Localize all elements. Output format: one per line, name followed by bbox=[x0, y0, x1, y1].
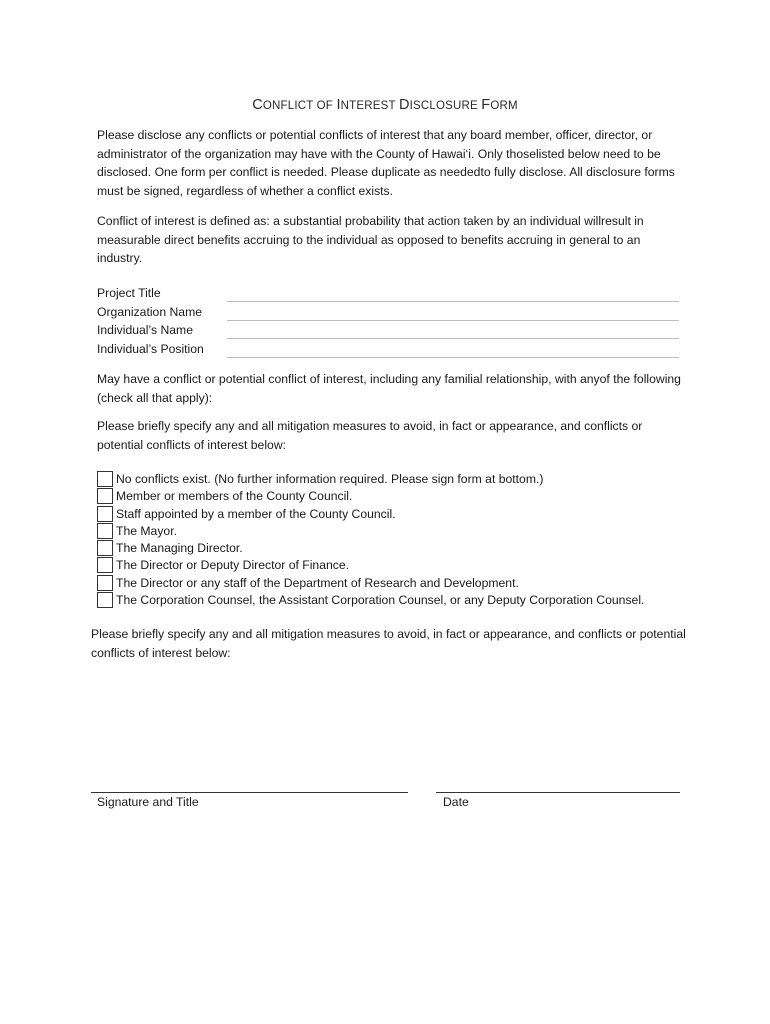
checklist-item bbox=[97, 592, 697, 609]
checkbox-finance-director[interactable] bbox=[97, 557, 113, 573]
checkbox-council-staff[interactable] bbox=[97, 506, 113, 522]
field-label: Individual’s Name bbox=[97, 323, 193, 337]
checkbox-label: The Director or any staff of the Department of Research and Development. bbox=[116, 575, 519, 590]
definition-paragraph: Conflict of interest is defined as: a substantial probability that action taken by an individual willresult in measurable direct benefits accruing to the individual as opposed to benefits accruing in general to an industry. bbox=[97, 214, 644, 266]
checkbox-label: The Corporation Counsel, the Assistant Corporation Counsel, or any Deputy Corporation Counsel. bbox=[116, 593, 645, 608]
checkbox-research-development[interactable] bbox=[97, 575, 113, 591]
field-label: Organization Name bbox=[97, 304, 202, 319]
title-cap-1: C bbox=[252, 97, 263, 113]
field-individual-name bbox=[97, 321, 681, 340]
date-label: Date bbox=[443, 795, 469, 809]
title-rest-2: NTEREST bbox=[340, 100, 399, 112]
date-line[interactable] bbox=[436, 792, 680, 793]
checklist-item bbox=[97, 506, 697, 523]
checklist-item bbox=[97, 540, 697, 557]
info-fields bbox=[97, 284, 681, 358]
title-cap-2: I bbox=[336, 97, 341, 113]
checkbox-label: The Mayor. bbox=[116, 523, 177, 538]
title-cap-4: F bbox=[481, 97, 491, 113]
title-rest-3: ISCLOSURE bbox=[409, 100, 482, 112]
checklist-item bbox=[97, 523, 697, 540]
checkbox-label: The Managing Director. bbox=[116, 541, 243, 556]
conflict-checklist bbox=[97, 471, 697, 609]
checkbox-mayor[interactable] bbox=[97, 523, 113, 539]
checklist-item bbox=[97, 575, 697, 592]
field-label: Individual’s Position bbox=[97, 341, 204, 356]
field-organization-name bbox=[97, 303, 681, 322]
checklist-item bbox=[97, 557, 697, 574]
checkbox-label: The Director or Deputy Director of Finance. bbox=[116, 558, 350, 573]
checkbox-county-council-member[interactable] bbox=[97, 488, 113, 504]
field-label: Project Title bbox=[97, 286, 161, 300]
mitigation-prompt-top: Please briefly specify any and all mitigation measures to avoid, in fact or appearance, and conflicts or potential conflicts of interest below: bbox=[97, 419, 643, 452]
checkbox-no-conflicts[interactable] bbox=[97, 471, 113, 487]
field-individual-position bbox=[97, 340, 681, 359]
title-rest-1: ONFLICT OF bbox=[262, 100, 337, 112]
checkbox-label: Staff appointed by a member of the County Council. bbox=[116, 506, 396, 521]
checkbox-corporation-counsel[interactable] bbox=[97, 592, 113, 608]
signature-label: Signature and Title bbox=[97, 795, 199, 809]
checkbox-managing-director[interactable] bbox=[97, 540, 113, 556]
intro-paragraph: Please disclose any conflicts or potential conflicts of interest that any board member, officer, director, or administrator of the organization may have with the County of Hawai‘i. Only thoselisted below need to be disclosed. One form per conflict is needed. Please duplicate as neededto fully disclose. All disclosure forms must be signed, regardless of whether a conflict exists. bbox=[97, 128, 675, 199]
form-title bbox=[0, 96, 770, 113]
field-project-title bbox=[97, 284, 681, 303]
checkbox-label: Member or members of the County Council. bbox=[116, 489, 353, 504]
signature-line[interactable] bbox=[91, 792, 408, 793]
may-have-paragraph: May have a conflict or potential conflict of interest, including any familial relationship, with anyof the following (check all that apply): bbox=[97, 372, 681, 405]
title-cap-3: D bbox=[398, 97, 410, 113]
mitigation-prompt-bottom: Please briefly specify any and all mitigation measures to avoid, in fact or appearance, and conflicts or potential conflicts of interest below: bbox=[91, 627, 686, 660]
checklist-item bbox=[97, 471, 697, 488]
checkbox-label: No conflicts exist. (No further information required. Please sign form at bottom.) bbox=[116, 472, 544, 486]
title-rest-4: ORM bbox=[490, 100, 518, 112]
individual-position-input-line[interactable] bbox=[227, 357, 679, 358]
checklist-item bbox=[97, 488, 697, 505]
